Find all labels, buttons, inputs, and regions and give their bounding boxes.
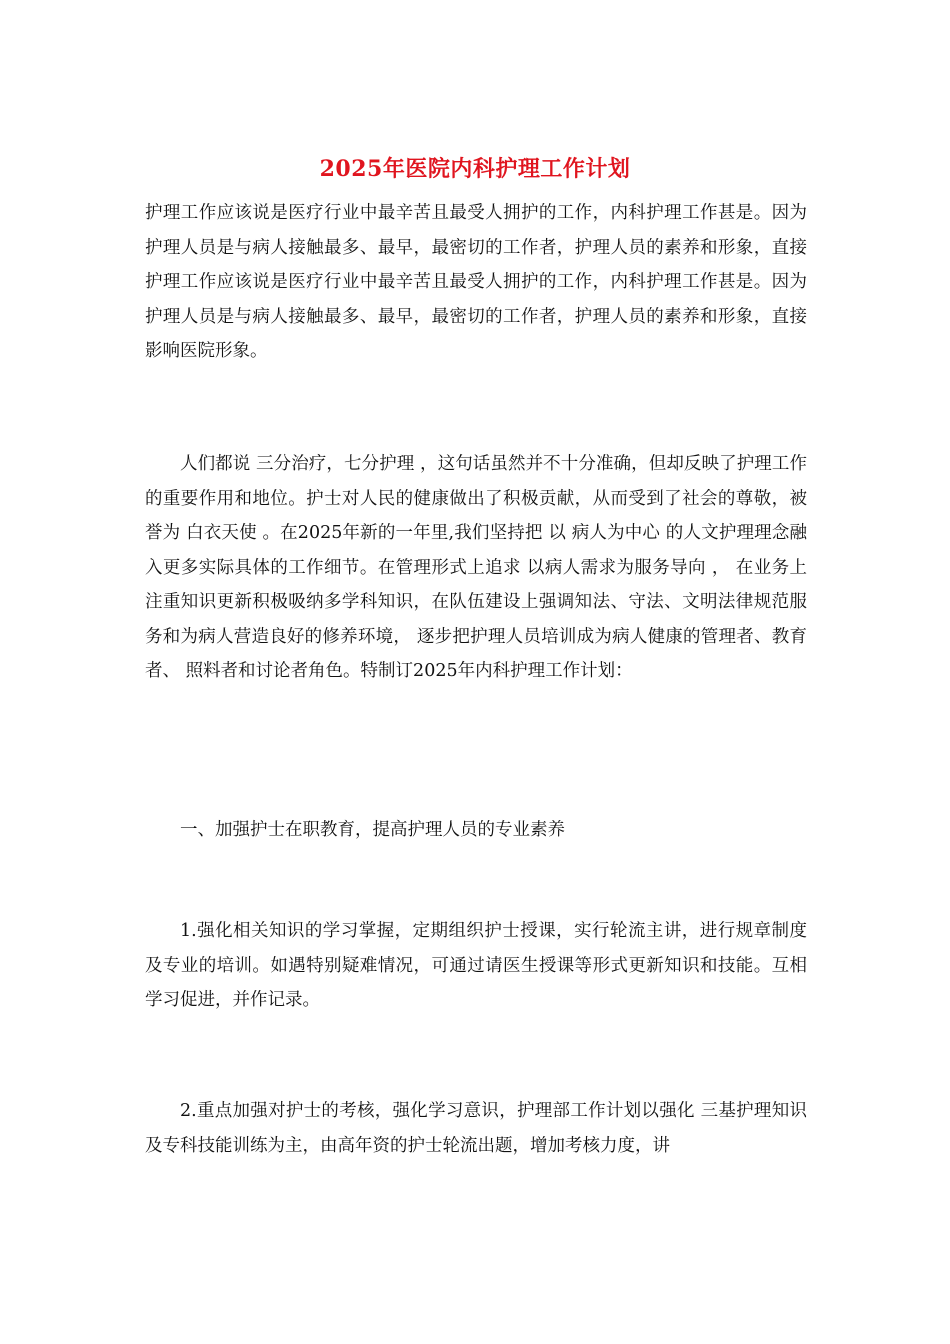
paragraph-intro: 护理工作应该说是医疗行业中最辛苦且最受人拥护的工作，内科护理工作甚是。因为护理人员是与病人接触最多、最早，最密切的工作者，护理人员的素养和形象，直接护理工作应该说是医疗行业中最辛苦且最受人拥护的工作，内科护理工作甚是。因为护理人员是与病人接触最多、最早，最密切的工作者，护理人员的素养和形象，直接影响医院形象。 [145,203,807,361]
document-title: 2025年医院内科护理工作计划 [319,156,631,182]
paragraph-background: 人们都说 三分治疗，七分护理 ，这句话虽然并不十分准确，但却反映了护理工作的重要作用和地位。护士对人民的健康做出了积极贡献，从而受到了社会的尊敬，被誉为 白衣天使 。在2025年新的一年里,我们坚持把 以 病人为中心 的人文护理理念融入更多实际具体的工作细节。在管理形式上追求 以病人需求为服务导向 ， 在业务上注重知识更新积极吸纳多学科知识，在队伍建设上强调知法、守法、文明法律规范服务和为病人营造良好的修养环境， 逐步把护理人员培训成为病人健康的管理者、教育者、 照料者和讨论者角色。特制订2025年内科护理工作计划： [145,454,807,681]
list-item-1: 1.强化相关知识的学习掌握，定期组织护士授课，实行轮流主讲，进行规章制度及专业的培训。如遇特别疑难情况，可通过请医生授课等形式更新知识和技能。互相学习促进，并作记录。 [145,921,807,1010]
section-heading-1: 一、加强护士在职教育，提高护理人员的专业素养 [180,820,565,840]
list-item-2: 2.重点加强对护士的考核，强化学习意识，护理部工作计划以强化 三基护理知识及专科技能训练为主，由高年资的护士轮流出题，增加考核力度，讲 [145,1101,807,1156]
